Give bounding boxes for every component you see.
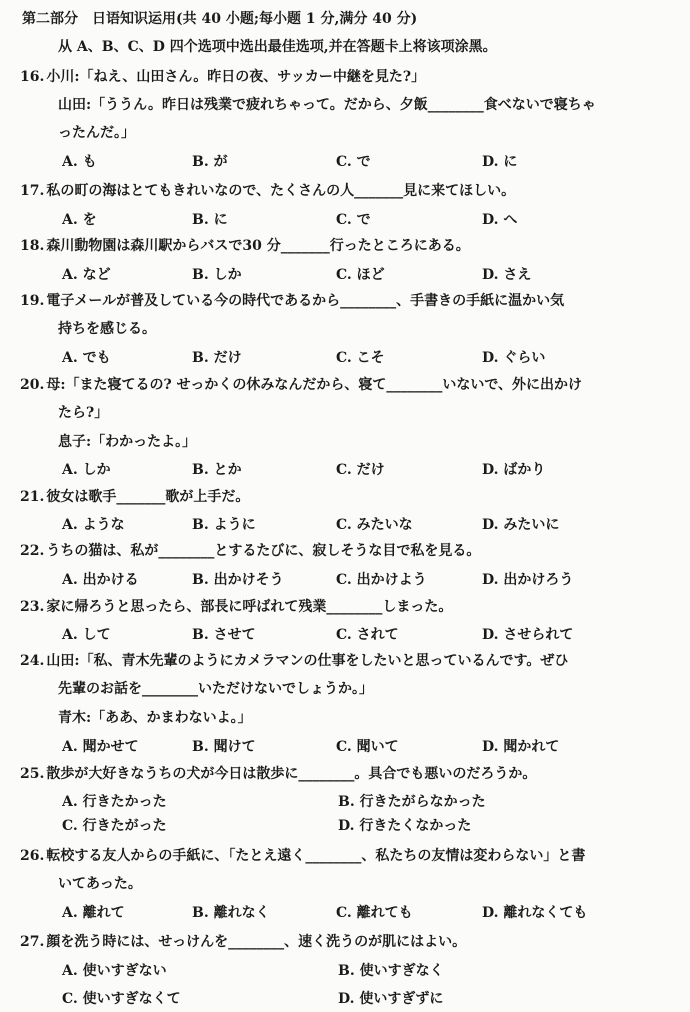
answer-option: B. とか	[192, 462, 242, 478]
answer-option: C. 使いすぎなくて	[62, 991, 181, 1007]
question-text-line: 山田:「私、青木先輩のようにカメラマンの仕事をしたいと思っているんです。ぜひ	[46, 653, 569, 669]
question-text-line: 森川動物園は森川駅からバスで30 分_______行ったところにある。	[46, 238, 470, 254]
question-text-line: 先輩のお話を________いただけないでしょうか。」	[58, 681, 373, 697]
question-25-stem	[20, 763, 536, 783]
answer-option: B. 出かけそう	[192, 572, 284, 588]
question-number: 21.	[20, 489, 45, 505]
answer-option: C. で	[336, 154, 371, 170]
section-header	[22, 8, 417, 28]
question-number: 22.	[20, 543, 45, 559]
question-number: 25.	[20, 766, 45, 782]
section-label: 第二部分	[22, 11, 78, 27]
answer-option: B. だけ	[192, 350, 242, 366]
answer-option: A. でも	[62, 350, 111, 366]
answer-option: B. に	[192, 212, 228, 228]
question-number: 23.	[20, 599, 45, 615]
section-title: 日语知识运用(共 40 小题;每小题 1 分,满分 40 分)	[92, 11, 418, 27]
question-text-line: 山田:「ううん。昨日は残業で疲れちゃって。だから、夕飯________食べないで寝ちゃ	[58, 97, 596, 113]
question-text-line: うちの猫は、私が________とするたびに、寂しそうな目で私を見る。	[46, 543, 481, 559]
answer-option: A. しか	[62, 462, 111, 478]
answer-option: A. して	[62, 627, 111, 643]
answer-option: B. 行きたがらなかった	[338, 794, 486, 810]
answer-option: C. 行きたがった	[62, 818, 167, 834]
question-text-line: 小川:「ねえ、山田さん。昨日の夜、サッカー中継を見た?」	[46, 69, 426, 85]
question-text-line: 転校する友人からの手紙に、「たとえ遠く________、私たちの友情は変わらない」と書	[46, 848, 586, 864]
question-21-stem	[20, 486, 249, 506]
answer-option: C. だけ	[336, 462, 385, 478]
answer-option: C. されて	[336, 627, 399, 643]
question-23-stem	[20, 596, 452, 616]
answer-option: B. させて	[192, 627, 256, 643]
answer-option: D. ばかり	[482, 462, 546, 478]
question-text-line: 私の町の海はとてもきれいなので、たくさんの人_______見に来てほしい。	[46, 183, 516, 199]
answer-option: D. 使いすぎずに	[338, 991, 444, 1007]
answer-option: C. 離れても	[336, 905, 413, 921]
question-19-stem	[20, 290, 564, 310]
answer-option: A. など	[62, 267, 111, 283]
question-18-stem	[20, 235, 470, 255]
question-text-line: 顔を洗う時には、せっけんを________、速く洗うのが肌にはよい。	[46, 934, 467, 950]
answer-option: A. 離れて	[62, 905, 125, 921]
question-text-line: 散歩が大好きなうちの犬が今日は散歩に________。具合でも悪いのだろうか。	[46, 766, 537, 782]
answer-option: D. させられて	[482, 627, 574, 643]
answer-option: C. 出かけよう	[336, 572, 427, 588]
answer-option: C. ほど	[336, 267, 385, 283]
question-24-stem	[20, 650, 568, 670]
question-20-stem	[20, 374, 582, 394]
answer-option: D. 行きたくなかった	[338, 818, 472, 834]
question-text-line: 息子:「わかったよ。」	[58, 434, 197, 450]
question-27-stem	[20, 931, 466, 951]
answer-option: D. 聞かれて	[482, 739, 560, 755]
answer-option: B. 聞けて	[192, 739, 256, 755]
instruction-text: 从 A、B、C、D 四个选项中选出最佳选项,并在答题卡上将该项涂黑。	[58, 39, 497, 55]
answer-option: A. 行きたかった	[62, 794, 167, 810]
question-number: 26.	[20, 848, 45, 864]
answer-option: C. 聞いて	[336, 739, 399, 755]
answer-option: D. へ	[482, 212, 518, 228]
question-text-line: 持ちを感じる。	[58, 321, 156, 337]
answer-option: D. ぐらい	[482, 350, 546, 366]
question-number: 20.	[20, 377, 45, 393]
answer-option: B. 使いすぎなく	[338, 963, 444, 979]
answer-option: A. も	[62, 154, 97, 170]
answer-option: C. こそ	[336, 350, 385, 366]
answer-option: A. 出かける	[62, 572, 139, 588]
answer-option: B. しか	[192, 267, 242, 283]
answer-option: A. 使いすぎない	[62, 963, 167, 979]
question-number: 17.	[20, 183, 45, 199]
answer-option: D. 離れなくても	[482, 905, 588, 921]
answer-option: A. を	[62, 212, 97, 228]
question-text-line: 電子メールが普及している今の時代であるから________、手書きの手紙に温かい気	[46, 293, 565, 309]
question-text-line: 青木:「ああ、かまわないよ。」	[58, 710, 252, 726]
answer-option: D. さえ	[482, 267, 532, 283]
answer-option: D. に	[482, 154, 518, 170]
answer-option: D. 出かけろう	[482, 572, 574, 588]
answer-option: D. みたいに	[482, 517, 560, 533]
question-text-line: ったんだ。」	[58, 125, 135, 141]
question-22-stem	[20, 540, 480, 560]
question-17-stem	[20, 180, 515, 200]
question-number: 19.	[20, 293, 45, 309]
question-text-line: いてあった。	[58, 876, 142, 892]
question-text-line: たら?」	[58, 405, 109, 421]
answer-option: A. ような	[62, 517, 125, 533]
answer-option: B. ように	[192, 517, 256, 533]
answer-option: B. 離れなく	[192, 905, 270, 921]
question-number: 16.	[20, 69, 45, 85]
question-text-line: 彼女は歌手_______歌が上手だ。	[46, 489, 250, 505]
answer-option: C. で	[336, 212, 371, 228]
question-number: 18.	[20, 238, 45, 254]
question-26-stem	[20, 845, 585, 865]
question-number: 24.	[20, 653, 45, 669]
question-text-line: 家に帰ろうと思ったら、部長に呼ばれて残業________しまった。	[46, 599, 453, 615]
answer-option: A. 聞かせて	[62, 739, 139, 755]
question-text-line: 母:「また寝てるの? せっかくの休みなんだから、寝て________いないで、外に出かけ	[46, 377, 583, 393]
answer-option: B. が	[192, 154, 228, 170]
question-number: 27.	[20, 934, 45, 950]
answer-option: C. みたいな	[336, 517, 413, 533]
question-16-stem	[20, 66, 425, 86]
